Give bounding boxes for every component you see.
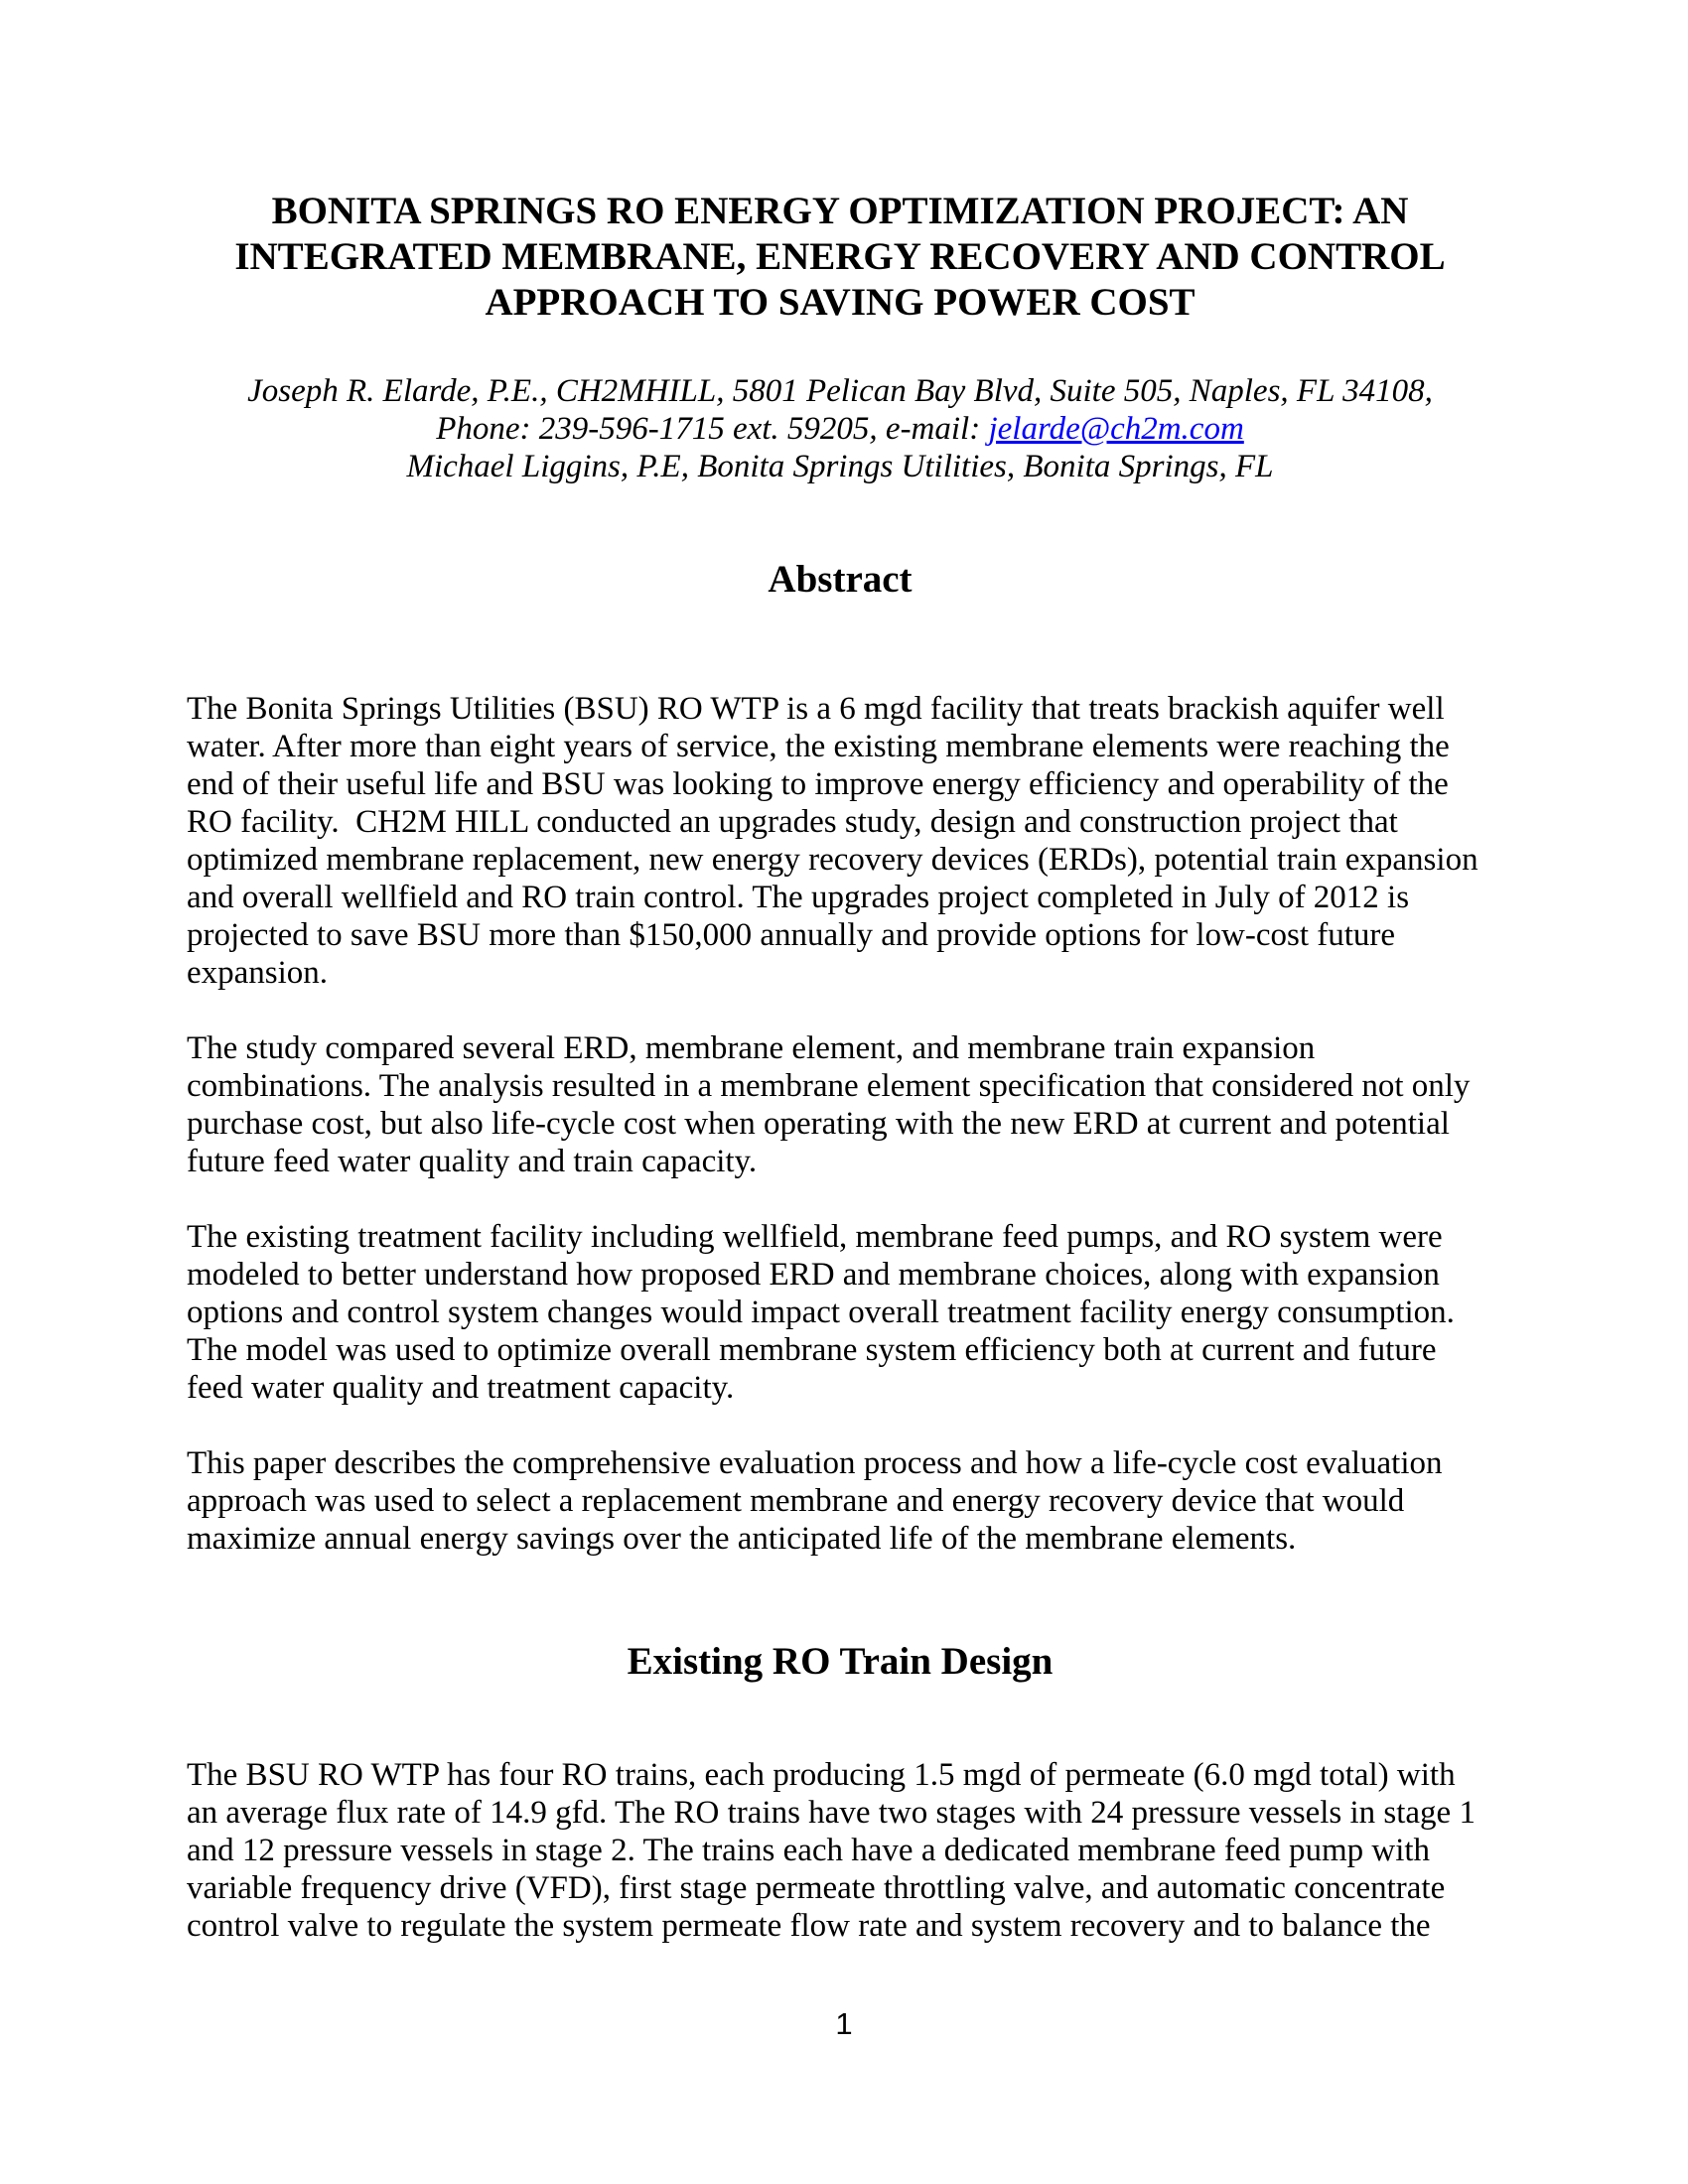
abstract-paragraph-3: The existing treatment facility including wellfield, membrane feed pumps, and RO system were modeled to better understand how proposed ERD and membrane choices, along with expansion options and control system changes would impact overall treatment facility energy consumption. The model was used to optimize overall membrane system efficiency both at current and future feed water quality and treatment capacity. <box>187 1219 1463 1406</box>
author-line-2 <box>187 410 1493 448</box>
paper-title-line-1: BONITA SPRINGS RO ENERGY OPTIMIZATION PROJECT: AN <box>271 190 1409 232</box>
author-line-3: Michael Liggins, P.E, Bonita Springs Utilities, Bonita Springs, FL <box>406 449 1274 484</box>
author-line-1: Joseph R. Elarde, P.E., CH2MHILL, 5801 Pelican Bay Blvd, Suite 505, Naples, FL 34108, <box>247 373 1433 409</box>
page-number: 1 <box>835 2006 853 2041</box>
existing-ro-train-design-heading: Existing RO Train Design <box>627 1640 1054 1683</box>
existing-ro-paragraph-1: The BSU RO WTP has four RO trains, each producing 1.5 mgd of permeate (6.0 mgd total) with an average flux rate of 14.9 gfd. The RO trains have two stages with 24 pressure vessels in stage 1 and 12 pressure vessels in stage 2. The trains each have a dedicated membrane feed pump with variable frequency drive (VFD), first stage permeate throttling valve, and automatic concentrate control valve to regulate the system permeate flow rate and system recovery and to balance the <box>187 1757 1484 1944</box>
paper-title-line-3: APPROACH TO SAVING POWER COST <box>485 281 1196 324</box>
paper-title-line-2: INTEGRATED MEMBRANE, ENERGY RECOVERY AND CONTROL <box>234 235 1446 278</box>
abstract-paragraph-4: This paper describes the comprehensive evaluation process and how a life-cycle cost evaluation approach was used to select a replacement membrane and energy recovery device that would maximize annual energy savings over the anticipated life of the membrane elements. <box>187 1445 1451 1557</box>
author-block <box>187 372 1493 485</box>
document-page <box>187 0 1493 1982</box>
email-link[interactable]: jelarde@ch2m.com <box>988 411 1244 447</box>
abstract-paragraph-2: The study compared several ERD, membrane element, and membrane train expansion combinations. The analysis resulted in a membrane element specification that considered not only purchase cost, but also life-cycle cost when operating with the new ERD at current and potential future feed water quality and train capacity. <box>187 1030 1478 1179</box>
abstract-paragraph-1: The Bonita Springs Utilities (BSU) RO WTP is a 6 mgd facility that treats brackish aquifer well water. After more than eight years of service, the existing membrane elements were reaching the end of their useful life and BSU was looking to improve energy efficiency and operability of the RO facility. CH2M HILL conducted an upgrades study, design and construction project that optimized membrane replacement, new energy recovery devices (ERDs), potential train expansion and overall wellfield and RO train control. The upgrades project completed in July of 2012 is projected to save BSU more than $150,000 annually and provide options for low-cost future expansion. <box>187 691 1486 991</box>
abstract-heading: Abstract <box>768 558 913 601</box>
author-contact-text: Phone: 239-596-1715 ext. 59205, e-mail: <box>436 411 989 447</box>
paper-title <box>187 189 1493 326</box>
